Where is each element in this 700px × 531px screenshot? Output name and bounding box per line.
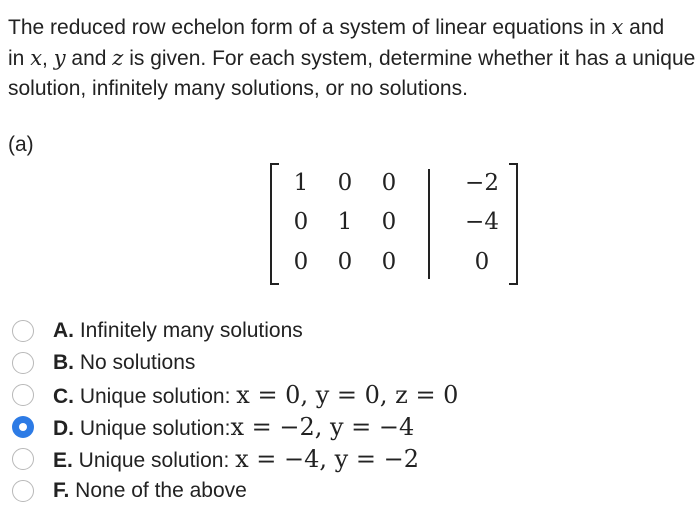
question-text-fragment: and <box>65 47 113 70</box>
radio-button-a[interactable] <box>12 320 34 342</box>
option-f[interactable] <box>0 475 700 507</box>
question-text <box>8 12 700 104</box>
option-letter: B. <box>53 351 74 374</box>
option-text: Infinitely many solutions <box>74 319 303 342</box>
option-math: x = −2, y = −4 <box>230 413 415 441</box>
part-label: (a) <box>8 133 34 156</box>
matrix-cell: 0 <box>381 209 397 235</box>
variable-z: z <box>112 46 124 70</box>
matrix-right-bracket <box>509 163 518 285</box>
option-text: Unique solution: <box>74 417 231 440</box>
option-b-label <box>53 349 195 377</box>
question-text-fragment: and <box>623 16 665 39</box>
option-text: Unique solution: <box>74 385 237 408</box>
option-a[interactable] <box>0 315 700 347</box>
matrix-cell: 0 <box>337 249 353 275</box>
option-text: Unique solution: <box>72 449 236 472</box>
option-letter: F. <box>53 479 70 502</box>
option-d-label <box>53 413 414 443</box>
question-text-fragment: , <box>42 47 54 70</box>
matrix-cell: 0 <box>293 209 309 235</box>
question-text-fragment: The reduced row echelon form of a system of linear equations in <box>8 16 612 39</box>
option-text: None of the above <box>69 479 247 502</box>
option-e-label <box>53 445 419 475</box>
option-text: No solutions <box>74 351 196 374</box>
question-line-2 <box>8 43 700 74</box>
variable-y: y <box>53 46 66 70</box>
option-letter: A. <box>53 319 74 342</box>
question-line-3: solution, infinitely many solutions, or no solutions. <box>8 77 468 100</box>
augmented-divider <box>428 169 430 279</box>
option-e[interactable] <box>0 443 700 475</box>
question-text-fragment: is given. For each system, determine whether it has a unique <box>123 47 696 70</box>
matrix-cell: −4 <box>465 209 499 235</box>
option-c[interactable] <box>0 379 700 411</box>
radio-button-d[interactable] <box>12 416 34 438</box>
option-d[interactable] <box>0 411 700 443</box>
option-a-label <box>53 317 303 345</box>
matrix-cell: 0 <box>474 249 490 275</box>
radio-button-e[interactable] <box>12 448 34 470</box>
variable-x: x <box>611 15 624 39</box>
option-c-label <box>53 381 458 411</box>
matrix-cell: 1 <box>337 209 353 235</box>
option-letter: C. <box>53 385 74 408</box>
matrix-cell: 0 <box>337 170 353 196</box>
matrix-left-bracket <box>270 163 279 285</box>
option-math: x = −4, y = −2 <box>235 445 419 473</box>
option-letter: D. <box>53 417 74 440</box>
question-text-fragment: in <box>8 47 31 70</box>
question-line-1 <box>8 12 700 43</box>
matrix-cell: 1 <box>293 170 309 196</box>
radio-button-b[interactable] <box>12 352 34 374</box>
matrix-cell: 0 <box>381 170 397 196</box>
option-b[interactable] <box>0 347 700 379</box>
option-letter: E. <box>53 449 73 472</box>
radio-button-c[interactable] <box>12 384 34 406</box>
matrix-cell: 0 <box>293 249 309 275</box>
option-math: x = 0, y = 0, z = 0 <box>236 381 459 409</box>
augmented-matrix <box>270 163 518 287</box>
variable-x: x <box>30 46 43 70</box>
option-f-label <box>53 477 247 505</box>
radio-button-f[interactable] <box>12 480 34 502</box>
matrix-cell: 0 <box>381 249 397 275</box>
matrix-cell: −2 <box>465 170 499 196</box>
